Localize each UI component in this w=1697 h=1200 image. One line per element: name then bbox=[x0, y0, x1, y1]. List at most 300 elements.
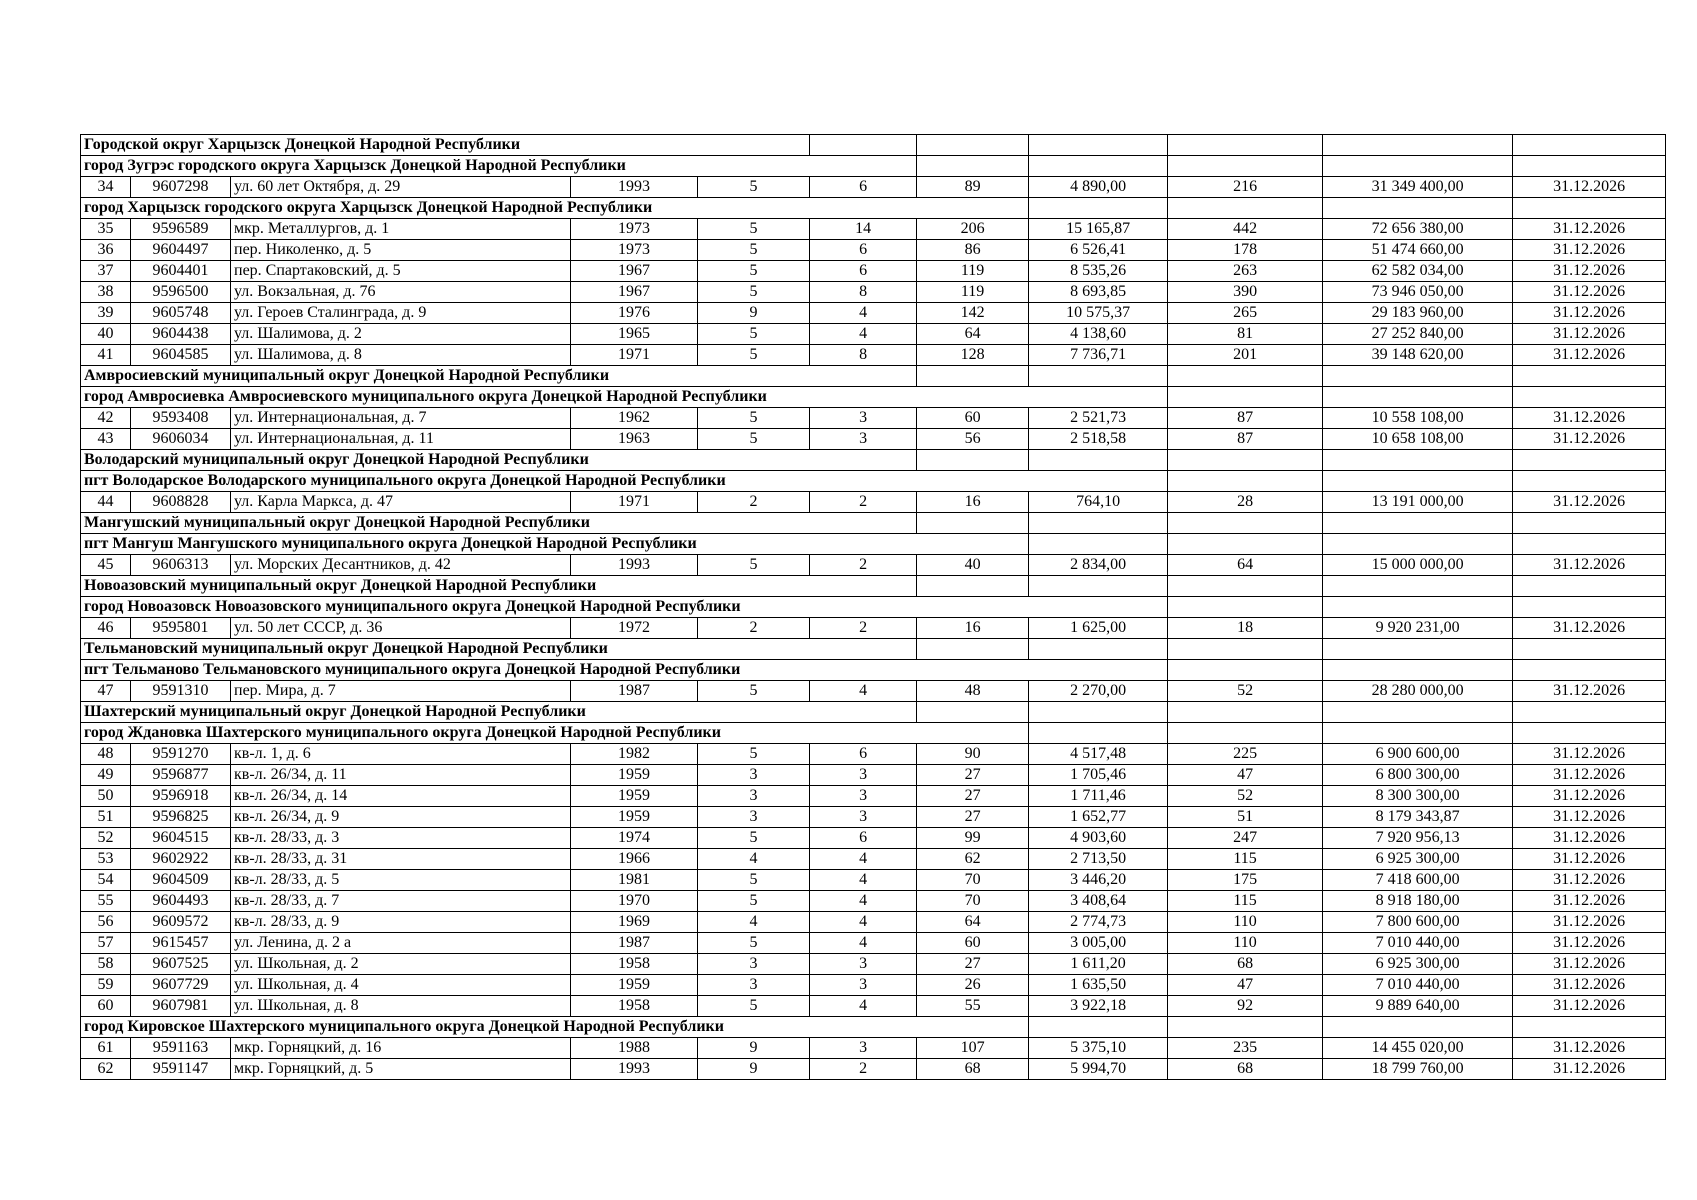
entrances-cell: 4 bbox=[810, 996, 917, 1017]
deadline-cell: 31.12.2026 bbox=[1513, 954, 1666, 975]
row-number-cell: 54 bbox=[81, 870, 131, 891]
section-title: пгт Володарское Володарского муниципального округа Донецкой Народной Республики bbox=[81, 471, 1168, 492]
section-header-row bbox=[81, 723, 1666, 744]
cost-cell: 29 183 960,00 bbox=[1323, 303, 1513, 324]
object-id-cell: 9604497 bbox=[131, 240, 231, 261]
section-title: Тельмановский муниципальный округ Донецкой Народной Республики bbox=[81, 639, 917, 660]
deadline-cell: 31.12.2026 bbox=[1513, 618, 1666, 639]
cost-cell: 14 455 020,00 bbox=[1323, 1038, 1513, 1059]
object-id-cell: 9591163 bbox=[131, 1038, 231, 1059]
cost-cell: 7 418 600,00 bbox=[1323, 870, 1513, 891]
object-id-cell: 9602922 bbox=[131, 849, 231, 870]
address-cell: мкр. Горняцкий, д. 5 bbox=[231, 1059, 571, 1080]
object-id-cell: 9607525 bbox=[131, 954, 231, 975]
build-year-cell: 1959 bbox=[571, 786, 698, 807]
build-year-cell: 1965 bbox=[571, 324, 698, 345]
floors-cell: 2 bbox=[698, 492, 810, 513]
empty-cell bbox=[1168, 513, 1323, 534]
apartments-cell: 119 bbox=[917, 282, 1029, 303]
deadline-cell: 31.12.2026 bbox=[1513, 870, 1666, 891]
row-number-cell: 49 bbox=[81, 765, 131, 786]
cost-cell: 6 900 600,00 bbox=[1323, 744, 1513, 765]
entrances-cell: 2 bbox=[810, 555, 917, 576]
empty-cell bbox=[1323, 576, 1513, 597]
section-header-row bbox=[81, 366, 1666, 387]
empty-cell bbox=[1029, 135, 1168, 156]
row-number-cell: 48 bbox=[81, 744, 131, 765]
empty-cell bbox=[917, 450, 1029, 471]
build-year-cell: 1962 bbox=[571, 408, 698, 429]
cost-cell: 51 474 660,00 bbox=[1323, 240, 1513, 261]
empty-cell bbox=[1168, 450, 1323, 471]
cost-cell: 39 148 620,00 bbox=[1323, 345, 1513, 366]
floors-cell: 3 bbox=[698, 807, 810, 828]
deadline-cell: 31.12.2026 bbox=[1513, 408, 1666, 429]
cost-cell: 7 800 600,00 bbox=[1323, 912, 1513, 933]
empty-cell bbox=[1513, 576, 1666, 597]
object-id-cell: 9606034 bbox=[131, 429, 231, 450]
entrances-cell: 4 bbox=[810, 681, 917, 702]
build-year-cell: 1959 bbox=[571, 807, 698, 828]
row-number-cell: 59 bbox=[81, 975, 131, 996]
residents-cell: 390 bbox=[1168, 282, 1323, 303]
area-cell: 2 834,00 bbox=[1029, 555, 1168, 576]
floors-cell: 3 bbox=[698, 954, 810, 975]
object-id-cell: 9593408 bbox=[131, 408, 231, 429]
empty-cell bbox=[1513, 597, 1666, 618]
floors-cell: 5 bbox=[698, 828, 810, 849]
residents-cell: 178 bbox=[1168, 240, 1323, 261]
empty-cell bbox=[1323, 534, 1513, 555]
build-year-cell: 1959 bbox=[571, 975, 698, 996]
row-number-cell: 55 bbox=[81, 891, 131, 912]
address-cell: ул. Героев Сталинграда, д. 9 bbox=[231, 303, 571, 324]
object-id-cell: 9607981 bbox=[131, 996, 231, 1017]
deadline-cell: 31.12.2026 bbox=[1513, 1059, 1666, 1080]
build-year-cell: 1988 bbox=[571, 1038, 698, 1059]
area-cell: 7 736,71 bbox=[1029, 345, 1168, 366]
entrances-cell: 2 bbox=[810, 618, 917, 639]
floors-cell: 5 bbox=[698, 891, 810, 912]
address-cell: пер. Спартаковский, д. 5 bbox=[231, 261, 571, 282]
empty-cell bbox=[1168, 135, 1323, 156]
deadline-cell: 31.12.2026 bbox=[1513, 240, 1666, 261]
section-header-row bbox=[81, 513, 1666, 534]
deadline-cell: 31.12.2026 bbox=[1513, 975, 1666, 996]
address-cell: кв-л. 1, д. 6 bbox=[231, 744, 571, 765]
empty-cell bbox=[1168, 534, 1323, 555]
address-cell: мкр. Металлургов, д. 1 bbox=[231, 219, 571, 240]
area-cell: 4 890,00 bbox=[1029, 177, 1168, 198]
entrances-cell: 6 bbox=[810, 828, 917, 849]
address-cell: кв-л. 26/34, д. 11 bbox=[231, 765, 571, 786]
residents-cell: 68 bbox=[1168, 1059, 1323, 1080]
empty-cell bbox=[917, 513, 1029, 534]
object-id-cell: 9596918 bbox=[131, 786, 231, 807]
table-row bbox=[81, 954, 1666, 975]
address-cell: ул. Вокзальная, д. 76 bbox=[231, 282, 571, 303]
empty-cell bbox=[1513, 471, 1666, 492]
empty-cell bbox=[1323, 597, 1513, 618]
object-id-cell: 9596877 bbox=[131, 765, 231, 786]
row-number-cell: 37 bbox=[81, 261, 131, 282]
address-cell: кв-л. 28/33, д. 9 bbox=[231, 912, 571, 933]
address-cell: ул. 50 лет СССР, д. 36 bbox=[231, 618, 571, 639]
object-id-cell: 9591147 bbox=[131, 1059, 231, 1080]
build-year-cell: 1958 bbox=[571, 996, 698, 1017]
table-row bbox=[81, 744, 1666, 765]
floors-cell: 5 bbox=[698, 282, 810, 303]
residents-cell: 87 bbox=[1168, 408, 1323, 429]
cost-cell: 28 280 000,00 bbox=[1323, 681, 1513, 702]
table-row bbox=[81, 807, 1666, 828]
area-cell: 2 518,58 bbox=[1029, 429, 1168, 450]
apartments-cell: 48 bbox=[917, 681, 1029, 702]
entrances-cell: 8 bbox=[810, 345, 917, 366]
floors-cell: 3 bbox=[698, 765, 810, 786]
table-row bbox=[81, 1059, 1666, 1080]
address-cell: пер. Николенко, д. 5 bbox=[231, 240, 571, 261]
residents-cell: 216 bbox=[1168, 177, 1323, 198]
address-cell: кв-л. 28/33, д. 7 bbox=[231, 891, 571, 912]
deadline-cell: 31.12.2026 bbox=[1513, 555, 1666, 576]
object-id-cell: 9596500 bbox=[131, 282, 231, 303]
empty-cell bbox=[1513, 156, 1666, 177]
section-title: пгт Мангуш Мангушского муниципального округа Донецкой Народной Республики bbox=[81, 534, 1029, 555]
area-cell: 1 625,00 bbox=[1029, 618, 1168, 639]
deadline-cell: 31.12.2026 bbox=[1513, 303, 1666, 324]
empty-cell bbox=[1029, 1017, 1168, 1038]
entrances-cell: 4 bbox=[810, 912, 917, 933]
residents-cell: 18 bbox=[1168, 618, 1323, 639]
section-header-row bbox=[81, 156, 1666, 177]
address-cell: пер. Мира, д. 7 bbox=[231, 681, 571, 702]
build-year-cell: 1982 bbox=[571, 744, 698, 765]
deadline-cell: 31.12.2026 bbox=[1513, 849, 1666, 870]
cost-cell: 73 946 050,00 bbox=[1323, 282, 1513, 303]
object-id-cell: 9604438 bbox=[131, 324, 231, 345]
table-row bbox=[81, 408, 1666, 429]
section-title: город Амвросиевка Амвросиевского муниципального округа Донецкой Народной Республики bbox=[81, 387, 1168, 408]
apartments-cell: 62 bbox=[917, 849, 1029, 870]
empty-cell bbox=[1513, 135, 1666, 156]
build-year-cell: 1973 bbox=[571, 219, 698, 240]
section-title: Городской округ Харцызск Донецкой Народной Республики bbox=[81, 135, 810, 156]
section-title: Амвросиевский муниципальный округ Донецкой Народной Республики bbox=[81, 366, 917, 387]
apartments-cell: 16 bbox=[917, 492, 1029, 513]
row-number-cell: 62 bbox=[81, 1059, 131, 1080]
area-cell: 4 903,60 bbox=[1029, 828, 1168, 849]
entrances-cell: 2 bbox=[810, 1059, 917, 1080]
deadline-cell: 31.12.2026 bbox=[1513, 765, 1666, 786]
floors-cell: 5 bbox=[698, 324, 810, 345]
empty-cell bbox=[1323, 156, 1513, 177]
section-title: Новоазовский муниципальный округ Донецкой Народной Республики bbox=[81, 576, 917, 597]
object-id-cell: 9607298 bbox=[131, 177, 231, 198]
build-year-cell: 1987 bbox=[571, 933, 698, 954]
row-number-cell: 42 bbox=[81, 408, 131, 429]
deadline-cell: 31.12.2026 bbox=[1513, 807, 1666, 828]
table-row bbox=[81, 240, 1666, 261]
table-row bbox=[81, 324, 1666, 345]
residents-cell: 52 bbox=[1168, 681, 1323, 702]
cost-cell: 7 920 956,13 bbox=[1323, 828, 1513, 849]
empty-cell bbox=[1168, 576, 1323, 597]
row-number-cell: 50 bbox=[81, 786, 131, 807]
area-cell: 2 270,00 bbox=[1029, 681, 1168, 702]
empty-cell bbox=[1513, 702, 1666, 723]
object-id-cell: 9604401 bbox=[131, 261, 231, 282]
section-header-row bbox=[81, 198, 1666, 219]
section-title: город Новоазовск Новоазовского муниципального округа Донецкой Народной Республики bbox=[81, 597, 1168, 618]
residents-cell: 442 bbox=[1168, 219, 1323, 240]
area-cell: 10 575,37 bbox=[1029, 303, 1168, 324]
table-body bbox=[81, 135, 1666, 1080]
apartments-cell: 27 bbox=[917, 786, 1029, 807]
build-year-cell: 1993 bbox=[571, 177, 698, 198]
address-cell: кв-л. 28/33, д. 5 bbox=[231, 870, 571, 891]
empty-cell bbox=[1168, 156, 1323, 177]
empty-cell bbox=[1168, 1017, 1323, 1038]
apartments-cell: 70 bbox=[917, 891, 1029, 912]
section-title: Володарский муниципальный округ Донецкой Народной Республики bbox=[81, 450, 917, 471]
floors-cell: 5 bbox=[698, 261, 810, 282]
area-cell: 1 711,46 bbox=[1029, 786, 1168, 807]
object-id-cell: 9608828 bbox=[131, 492, 231, 513]
apartments-cell: 64 bbox=[917, 324, 1029, 345]
row-number-cell: 56 bbox=[81, 912, 131, 933]
build-year-cell: 1966 bbox=[571, 849, 698, 870]
cost-cell: 8 300 300,00 bbox=[1323, 786, 1513, 807]
deadline-cell: 31.12.2026 bbox=[1513, 912, 1666, 933]
address-cell: ул. Интернациональная, д. 7 bbox=[231, 408, 571, 429]
empty-cell bbox=[1168, 198, 1323, 219]
address-cell: ул. Шалимова, д. 2 bbox=[231, 324, 571, 345]
deadline-cell: 31.12.2026 bbox=[1513, 429, 1666, 450]
floors-cell: 5 bbox=[698, 219, 810, 240]
empty-cell bbox=[1168, 702, 1323, 723]
table-row bbox=[81, 681, 1666, 702]
floors-cell: 5 bbox=[698, 996, 810, 1017]
object-id-cell: 9607729 bbox=[131, 975, 231, 996]
address-cell: ул. Шалимова, д. 8 bbox=[231, 345, 571, 366]
object-id-cell: 9596825 bbox=[131, 807, 231, 828]
section-title: Мангушский муниципальный округ Донецкой Народной Республики bbox=[81, 513, 917, 534]
section-title: город Харцызск городского округа Харцызск Донецкой Народной Республики bbox=[81, 198, 1029, 219]
cost-cell: 7 010 440,00 bbox=[1323, 933, 1513, 954]
floors-cell: 5 bbox=[698, 744, 810, 765]
empty-cell bbox=[917, 702, 1029, 723]
area-cell: 5 994,70 bbox=[1029, 1059, 1168, 1080]
empty-cell bbox=[1029, 156, 1168, 177]
entrances-cell: 4 bbox=[810, 324, 917, 345]
deadline-cell: 31.12.2026 bbox=[1513, 828, 1666, 849]
apartments-cell: 27 bbox=[917, 765, 1029, 786]
table-row bbox=[81, 975, 1666, 996]
section-header-row bbox=[81, 450, 1666, 471]
section-header-row bbox=[81, 660, 1666, 681]
row-number-cell: 39 bbox=[81, 303, 131, 324]
build-year-cell: 1972 bbox=[571, 618, 698, 639]
empty-cell bbox=[1168, 639, 1323, 660]
empty-cell bbox=[1513, 1017, 1666, 1038]
address-cell: ул. Школьная, д. 8 bbox=[231, 996, 571, 1017]
section-title: Шахтерский муниципальный округ Донецкой Народной Республики bbox=[81, 702, 917, 723]
apartments-cell: 60 bbox=[917, 408, 1029, 429]
cost-cell: 10 558 108,00 bbox=[1323, 408, 1513, 429]
table-row bbox=[81, 870, 1666, 891]
area-cell: 4 138,60 bbox=[1029, 324, 1168, 345]
empty-cell bbox=[1323, 471, 1513, 492]
apartments-cell: 55 bbox=[917, 996, 1029, 1017]
apartments-cell: 86 bbox=[917, 240, 1029, 261]
residents-cell: 52 bbox=[1168, 786, 1323, 807]
empty-cell bbox=[1513, 198, 1666, 219]
residents-cell: 263 bbox=[1168, 261, 1323, 282]
apartments-cell: 90 bbox=[917, 744, 1029, 765]
empty-cell bbox=[1323, 198, 1513, 219]
table-row bbox=[81, 303, 1666, 324]
build-year-cell: 1967 bbox=[571, 282, 698, 303]
build-year-cell: 1974 bbox=[571, 828, 698, 849]
address-cell: ул. Школьная, д. 2 bbox=[231, 954, 571, 975]
deadline-cell: 31.12.2026 bbox=[1513, 786, 1666, 807]
entrances-cell: 14 bbox=[810, 219, 917, 240]
cost-cell: 10 658 108,00 bbox=[1323, 429, 1513, 450]
object-id-cell: 9606313 bbox=[131, 555, 231, 576]
apartments-cell: 56 bbox=[917, 429, 1029, 450]
row-number-cell: 44 bbox=[81, 492, 131, 513]
cost-cell: 8 918 180,00 bbox=[1323, 891, 1513, 912]
deadline-cell: 31.12.2026 bbox=[1513, 681, 1666, 702]
apartments-cell: 99 bbox=[917, 828, 1029, 849]
deadline-cell: 31.12.2026 bbox=[1513, 891, 1666, 912]
section-header-row bbox=[81, 639, 1666, 660]
area-cell: 3 446,20 bbox=[1029, 870, 1168, 891]
row-number-cell: 46 bbox=[81, 618, 131, 639]
row-number-cell: 61 bbox=[81, 1038, 131, 1059]
table-row bbox=[81, 345, 1666, 366]
deadline-cell: 31.12.2026 bbox=[1513, 492, 1666, 513]
residents-cell: 64 bbox=[1168, 555, 1323, 576]
empty-cell bbox=[917, 135, 1029, 156]
row-number-cell: 53 bbox=[81, 849, 131, 870]
area-cell: 3 408,64 bbox=[1029, 891, 1168, 912]
section-header-row bbox=[81, 471, 1666, 492]
floors-cell: 3 bbox=[698, 975, 810, 996]
cost-cell: 18 799 760,00 bbox=[1323, 1059, 1513, 1080]
empty-cell bbox=[917, 576, 1029, 597]
residents-cell: 265 bbox=[1168, 303, 1323, 324]
build-year-cell: 1976 bbox=[571, 303, 698, 324]
table-row bbox=[81, 429, 1666, 450]
section-header-row bbox=[81, 576, 1666, 597]
empty-cell bbox=[1513, 660, 1666, 681]
empty-cell bbox=[1029, 723, 1168, 744]
empty-cell bbox=[1323, 702, 1513, 723]
cost-cell: 15 000 000,00 bbox=[1323, 555, 1513, 576]
apartments-cell: 128 bbox=[917, 345, 1029, 366]
entrances-cell: 3 bbox=[810, 408, 917, 429]
object-id-cell: 9604493 bbox=[131, 891, 231, 912]
residents-cell: 115 bbox=[1168, 891, 1323, 912]
entrances-cell: 4 bbox=[810, 933, 917, 954]
area-cell: 1 652,77 bbox=[1029, 807, 1168, 828]
build-year-cell: 1971 bbox=[571, 492, 698, 513]
floors-cell: 9 bbox=[698, 1059, 810, 1080]
cost-cell: 7 010 440,00 bbox=[1323, 975, 1513, 996]
floors-cell: 5 bbox=[698, 408, 810, 429]
address-cell: кв-л. 28/33, д. 3 bbox=[231, 828, 571, 849]
entrances-cell: 4 bbox=[810, 303, 917, 324]
deadline-cell: 31.12.2026 bbox=[1513, 261, 1666, 282]
residents-cell: 201 bbox=[1168, 345, 1323, 366]
apartments-cell: 60 bbox=[917, 933, 1029, 954]
row-number-cell: 36 bbox=[81, 240, 131, 261]
deadline-cell: 31.12.2026 bbox=[1513, 744, 1666, 765]
area-cell: 764,10 bbox=[1029, 492, 1168, 513]
entrances-cell: 4 bbox=[810, 870, 917, 891]
empty-cell bbox=[1323, 1017, 1513, 1038]
row-number-cell: 35 bbox=[81, 219, 131, 240]
cost-cell: 9 889 640,00 bbox=[1323, 996, 1513, 1017]
floors-cell: 5 bbox=[698, 933, 810, 954]
build-year-cell: 1993 bbox=[571, 555, 698, 576]
deadline-cell: 31.12.2026 bbox=[1513, 324, 1666, 345]
deadline-cell: 31.12.2026 bbox=[1513, 933, 1666, 954]
empty-cell bbox=[1323, 387, 1513, 408]
area-cell: 8 535,26 bbox=[1029, 261, 1168, 282]
area-cell: 15 165,87 bbox=[1029, 219, 1168, 240]
row-number-cell: 52 bbox=[81, 828, 131, 849]
table-row bbox=[81, 849, 1666, 870]
floors-cell: 5 bbox=[698, 429, 810, 450]
cost-cell: 8 179 343,87 bbox=[1323, 807, 1513, 828]
entrances-cell: 4 bbox=[810, 891, 917, 912]
row-number-cell: 51 bbox=[81, 807, 131, 828]
empty-cell bbox=[1168, 660, 1323, 681]
build-year-cell: 1973 bbox=[571, 240, 698, 261]
apartments-cell: 206 bbox=[917, 219, 1029, 240]
row-number-cell: 41 bbox=[81, 345, 131, 366]
area-cell: 2 713,50 bbox=[1029, 849, 1168, 870]
address-cell: ул. Интернациональная, д. 11 bbox=[231, 429, 571, 450]
area-cell: 2 521,73 bbox=[1029, 408, 1168, 429]
floors-cell: 5 bbox=[698, 345, 810, 366]
entrances-cell: 6 bbox=[810, 744, 917, 765]
empty-cell bbox=[1029, 639, 1168, 660]
area-cell: 8 693,85 bbox=[1029, 282, 1168, 303]
object-id-cell: 9605748 bbox=[131, 303, 231, 324]
empty-cell bbox=[1513, 513, 1666, 534]
apartments-cell: 40 bbox=[917, 555, 1029, 576]
apartments-cell: 89 bbox=[917, 177, 1029, 198]
residents-cell: 51 bbox=[1168, 807, 1323, 828]
build-year-cell: 1981 bbox=[571, 870, 698, 891]
address-cell: кв-л. 26/34, д. 9 bbox=[231, 807, 571, 828]
area-cell: 6 526,41 bbox=[1029, 240, 1168, 261]
floors-cell: 5 bbox=[698, 681, 810, 702]
residents-cell: 225 bbox=[1168, 744, 1323, 765]
empty-cell bbox=[1513, 639, 1666, 660]
residents-cell: 235 bbox=[1168, 1038, 1323, 1059]
area-cell: 3 005,00 bbox=[1029, 933, 1168, 954]
area-cell: 4 517,48 bbox=[1029, 744, 1168, 765]
floors-cell: 9 bbox=[698, 1038, 810, 1059]
empty-cell bbox=[917, 639, 1029, 660]
row-number-cell: 47 bbox=[81, 681, 131, 702]
residents-cell: 28 bbox=[1168, 492, 1323, 513]
